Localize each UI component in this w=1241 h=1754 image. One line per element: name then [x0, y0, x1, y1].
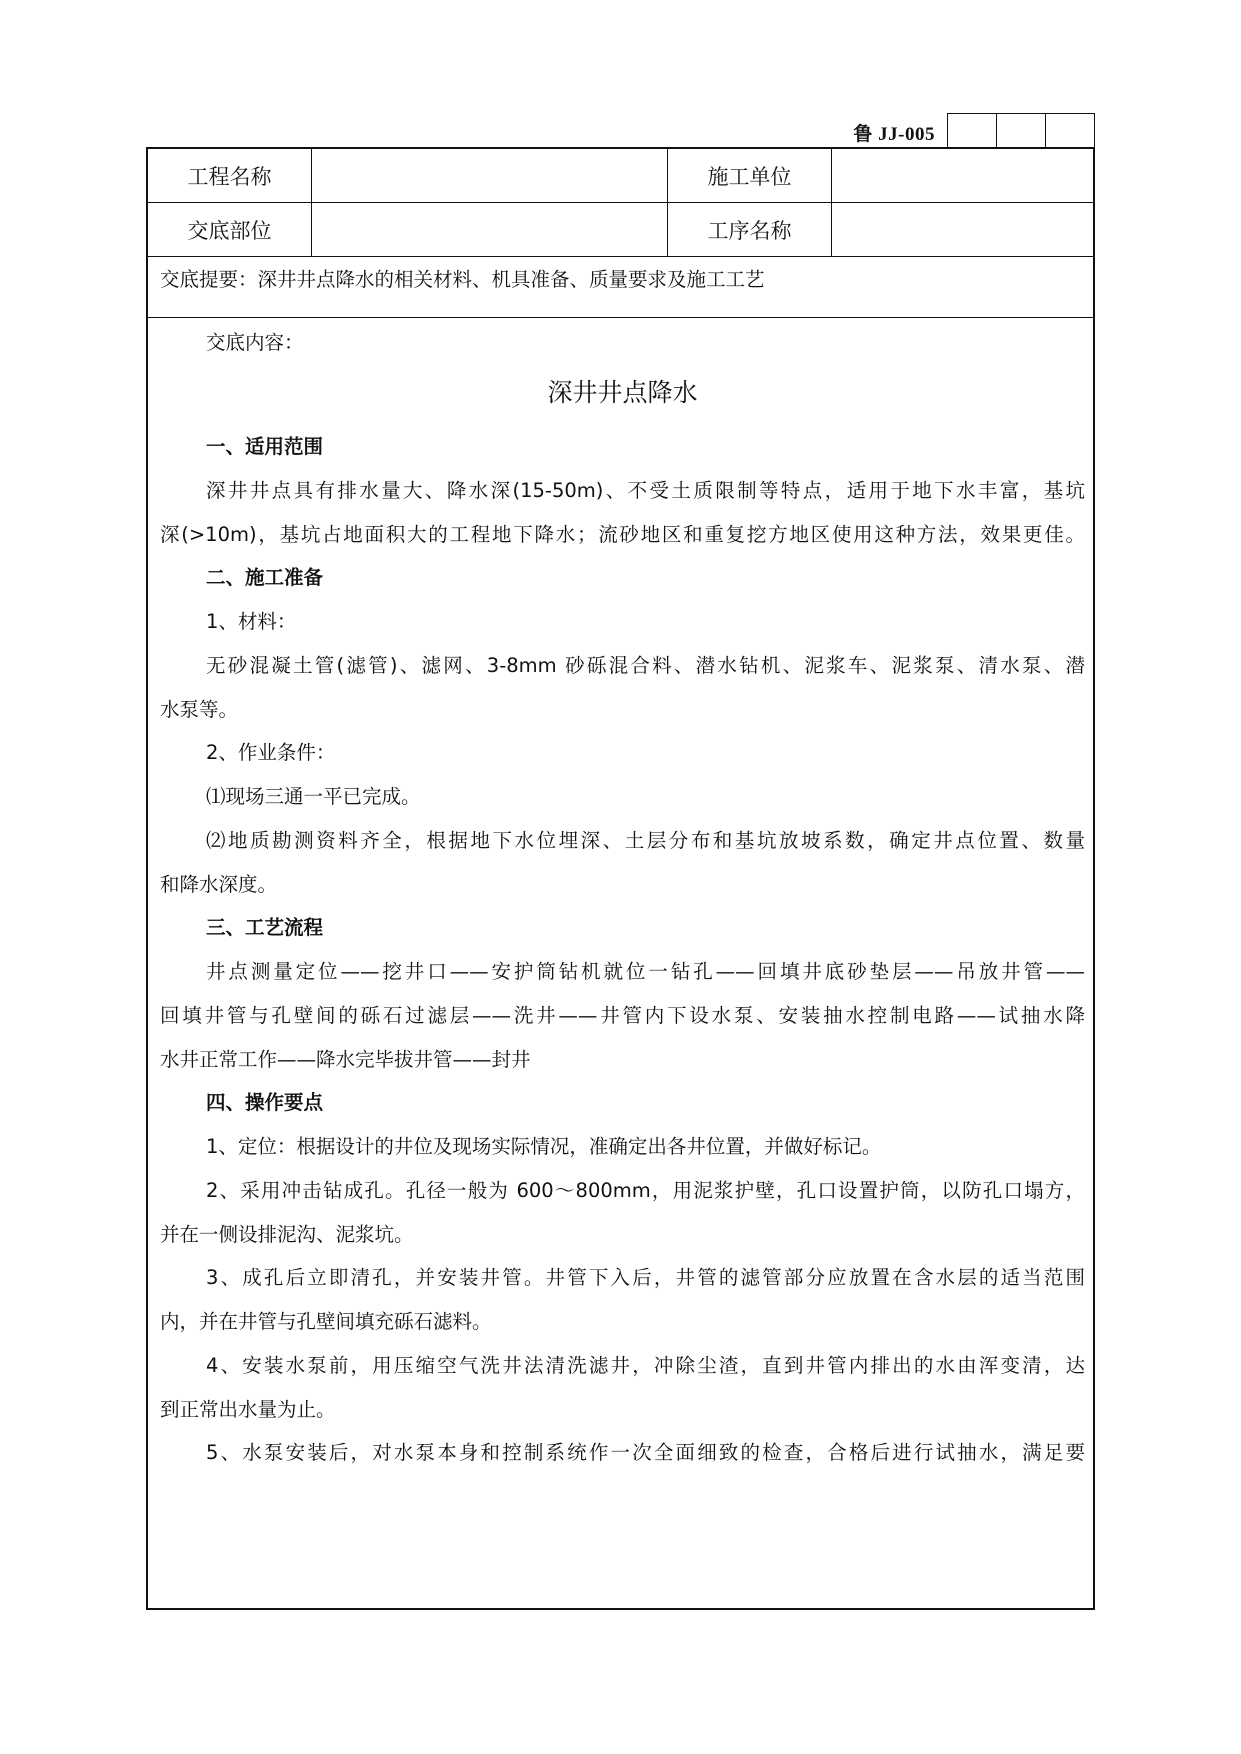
project-name-label: 工程名称 — [148, 149, 312, 202]
paragraph-line: 深(>10m)，基坑占地面积大的工程地下降水；流砂地区和重复挖方地区使用这种方法，效果更佳。 — [160, 523, 1085, 546]
paragraph-line: 和降水深度。 — [160, 873, 278, 896]
paragraph-line: 深井井点具有排水量大、降水深(15-50m)、不受土质限制等特点，适用于地下水丰富，基坑 — [206, 479, 1085, 502]
form-code-row — [146, 113, 1095, 147]
paragraph-line: 4、安装水泵前，用压缩空气洗井法清洗滤井，冲除尘渣，直到井管内排出的水由浑变清，达 — [206, 1354, 1085, 1377]
paragraph-line: 并在一侧设排泥沟、泥浆坑。 — [160, 1223, 414, 1246]
section-heading: 四、操作要点 — [206, 1091, 324, 1114]
construction-unit-label: 施工单位 — [668, 149, 832, 202]
code-box[interactable] — [1045, 114, 1094, 148]
construction-unit-field[interactable] — [832, 149, 1093, 202]
paragraph-line: 井点测量定位——挖井口——安护筒钻机就位一钻孔——回填井底砂垫层——吊放井管—— — [206, 960, 1085, 983]
paragraph-line: 内，并在井管与孔壁间填充砾石滤料。 — [160, 1310, 492, 1333]
header-row-2 — [148, 203, 1093, 257]
paragraph-line: 水井正常工作——降水完毕拔井管——封井 — [160, 1048, 531, 1071]
handover-form — [146, 147, 1095, 1610]
paragraph-line: ⑴现场三通一平已完成。 — [206, 785, 421, 808]
paragraph-line: 无砂混凝土管(滤管)、滤网、3-8mm 砂砾混合料、潜水钻机、泥浆车、泥浆泵、清水泵、潜 — [206, 654, 1085, 677]
code-box[interactable] — [996, 114, 1045, 148]
header-row-1 — [148, 149, 1093, 203]
paragraph-line: 到正常出水量为止。 — [160, 1398, 336, 1421]
paragraph-line: 水泵等。 — [160, 698, 239, 721]
paragraph-line: 3、成孔后立即清孔，并安装井管。井管下入后，井管的滤管部分应放置在含水层的适当范围 — [206, 1266, 1085, 1289]
paragraph-line: 回填井管与孔壁间的砾石过滤层——洗井——井管内下设水泵、安装抽水控制电路——试抽水降 — [160, 1004, 1085, 1027]
code-box[interactable] — [948, 114, 996, 148]
handover-part-label: 交底部位 — [148, 203, 312, 256]
form-code-boxes — [947, 113, 1095, 148]
paragraph-line: ⑵地质勘测资料齐全，根据地下水位埋深、土层分布和基坑放坡系数，确定井点位置、数量 — [206, 829, 1085, 852]
handover-summary: 交底提要：深井井点降水的相关材料、机具准备、质量要求及施工工艺 — [148, 256, 1093, 318]
subheading: 1、材料： — [206, 610, 297, 633]
subheading: 2、作业条件： — [206, 741, 336, 764]
handover-part-field[interactable] — [312, 203, 668, 256]
form-code: 鲁 JJ-005 — [853, 124, 935, 145]
document-title: 深井井点降水 — [547, 378, 698, 407]
paragraph-line: 2、采用冲击钻成孔。孔径一般为 600～800mm，用泥浆护壁，孔口设置护筒，以防孔口塌方， — [206, 1179, 1085, 1202]
content-label: 交底内容： — [206, 331, 304, 354]
section-heading: 二、施工准备 — [206, 566, 324, 589]
section-heading: 一、适用范围 — [206, 435, 324, 458]
process-name-label: 工序名称 — [668, 203, 832, 256]
paragraph-line: 1、定位：根据设计的井位及现场实际情况，准确定出各井位置，并做好标记。 — [206, 1135, 882, 1158]
process-name-field[interactable] — [832, 203, 1093, 256]
project-name-field[interactable] — [312, 149, 668, 202]
paragraph-line: 5、水泵安装后，对水泵本身和控制系统作一次全面细致的检查，合格后进行试抽水，满足要 — [206, 1441, 1085, 1464]
section-heading: 三、工艺流程 — [206, 916, 324, 939]
